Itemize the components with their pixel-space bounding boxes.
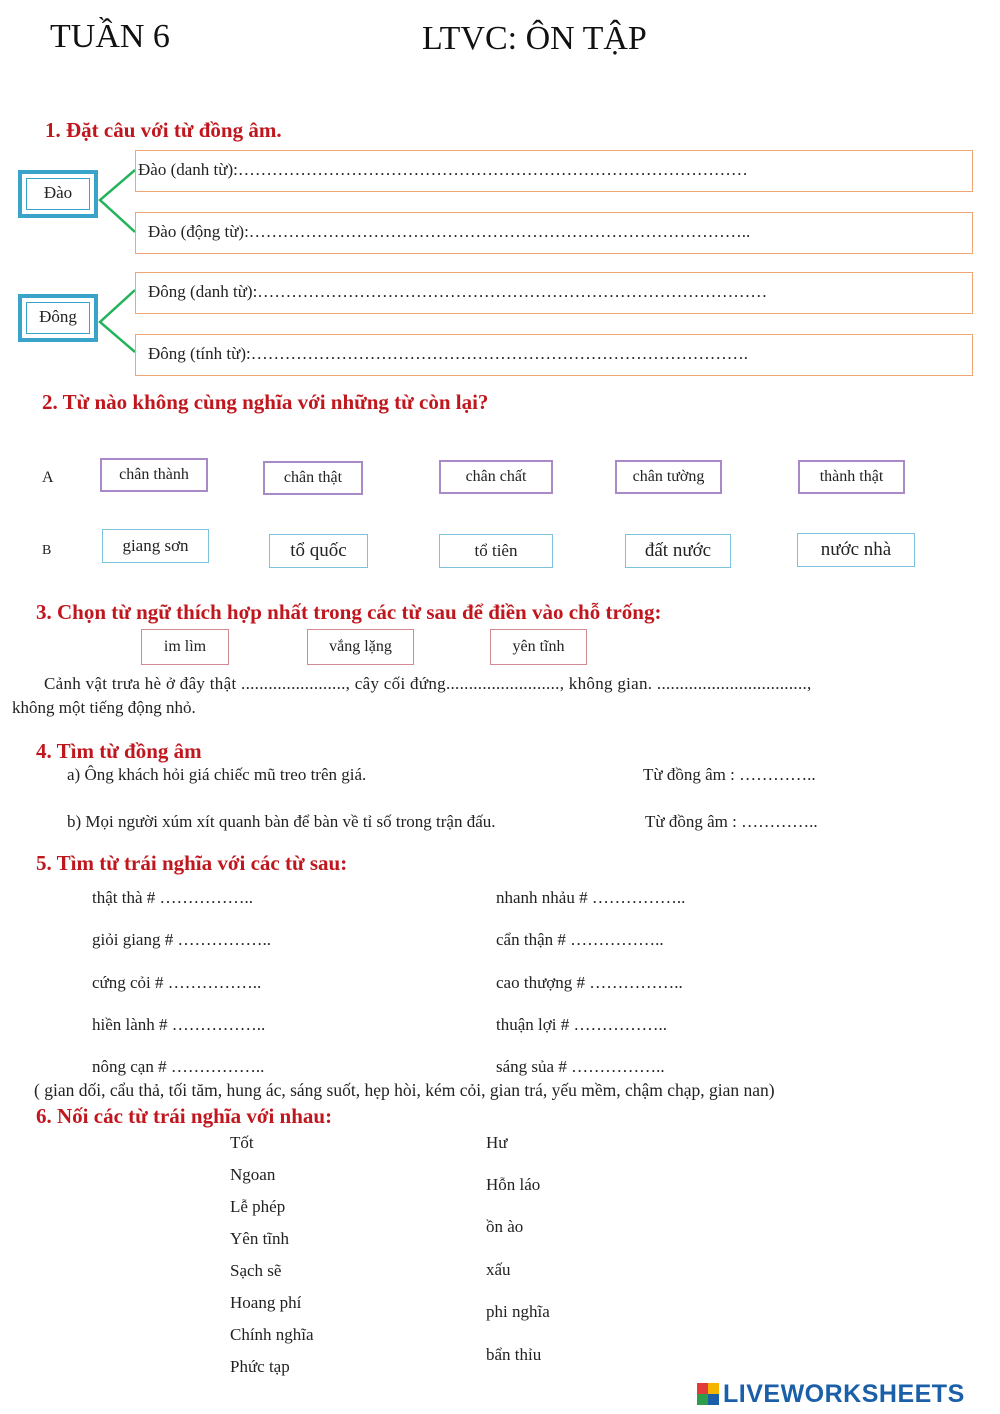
section4-title: 4. Tìm từ đồng âm	[36, 739, 202, 763]
option-a-1[interactable]: chân thành	[100, 458, 208, 492]
match-right-1[interactable]: Hư	[486, 1133, 508, 1152]
choice-2[interactable]: vắng lặng	[307, 629, 414, 665]
connector-dong	[100, 290, 135, 352]
row-b-label: B	[42, 543, 52, 558]
match-right-2[interactable]: Hỗn láo	[486, 1175, 541, 1194]
option-b-3[interactable]: tổ tiên	[439, 534, 553, 568]
section5-title: 5. Tìm từ trái nghĩa với các từ sau:	[36, 851, 348, 875]
match-left-1[interactable]: Tốt	[230, 1133, 254, 1152]
match-left-4[interactable]: Yên tĩnh	[230, 1229, 290, 1248]
word-box-dao	[18, 170, 98, 218]
match-right-4[interactable]: xấu	[486, 1260, 511, 1279]
row-a-label: A	[42, 469, 54, 486]
word-dong: Đông	[39, 307, 77, 326]
section2-title: 2. Từ nào không cùng nghĩa với những từ còn lại?	[42, 390, 489, 414]
match-left-7[interactable]: Chính nghĩa	[230, 1325, 314, 1344]
section5-hint: ( gian dối, cẩu thả, tối tăm, hung ác, sáng suốt, hẹp hòi, kém cỏi, gian trá, yếu mềm, chậm chạp, gian nan)	[34, 1080, 775, 1100]
section4-sentence-b: b) Mọi người xúm xít quanh bàn để bàn về tỉ số trong trận đấu.	[67, 812, 496, 831]
logo-square-4	[708, 1394, 719, 1405]
match-left-2[interactable]: Ngoan	[230, 1165, 276, 1184]
choice-1[interactable]: im lìm	[141, 629, 229, 665]
logo-mark-icon	[697, 1383, 719, 1405]
option-b-1[interactable]: giang sơn	[102, 529, 209, 563]
answer-dong-noun[interactable]	[135, 272, 973, 314]
antonym-right-1[interactable]: nhanh nhảu # ……………..	[496, 888, 686, 907]
answer-dong-adj-text: Đông (tính từ):…………………………………………………………………………….	[148, 344, 748, 363]
option-a-3[interactable]: chân chất	[439, 460, 553, 494]
logo-square-1	[697, 1383, 708, 1394]
answer-dao-noun[interactable]	[135, 150, 973, 192]
page-title: LTVC: ÔN TẬP	[422, 20, 647, 57]
antonym-right-5[interactable]: sáng sủa # ……………..	[496, 1057, 665, 1076]
week-label: TUẦN 6	[50, 18, 170, 55]
answer-dao-verb[interactable]	[135, 212, 973, 254]
match-right-3[interactable]: ồn ào	[486, 1217, 524, 1236]
section3-paragraph-line1: Cảnh vật trưa hè ở đây thật ......................., cây cối đứng........................., không gian. .................................,	[44, 674, 812, 693]
answer-dong-adj[interactable]	[135, 334, 973, 376]
antonym-left-5[interactable]: nông cạn # ……………..	[92, 1057, 265, 1076]
antonym-left-2[interactable]: giỏi giang # ……………..	[92, 930, 271, 949]
match-left-6[interactable]: Hoang phí	[230, 1293, 302, 1312]
antonym-right-3[interactable]: cao thượng # ……………..	[496, 973, 683, 992]
antonym-left-3[interactable]: cứng cỏi # ……………..	[92, 973, 262, 992]
match-left-5[interactable]: Sạch sẽ	[230, 1261, 282, 1280]
antonym-right-2[interactable]: cẩn thận # ……………..	[496, 930, 664, 949]
section4-answer-b[interactable]: Từ đồng âm : …………..	[645, 812, 818, 831]
logo-square-3	[697, 1394, 708, 1405]
match-left-8[interactable]: Phức tạp	[230, 1357, 290, 1376]
section3-paragraph-line2: không một tiếng động nhỏ.	[12, 698, 196, 717]
match-right-6[interactable]: bẩn thỉu	[486, 1345, 542, 1364]
match-right-5[interactable]: phi nghĩa	[486, 1302, 550, 1321]
word-dao: Đào	[43, 183, 73, 202]
connector-dao	[100, 170, 135, 232]
answer-dong-noun-text: Đông (danh từ):………………………………………………………………………………	[148, 282, 768, 301]
option-a-5[interactable]: thành thật	[798, 460, 905, 494]
antonym-left-4[interactable]: hiền lành # ……………..	[92, 1015, 266, 1034]
logo-text: LIVEWORKSHEETS	[723, 1379, 965, 1408]
section4-sentence-a: a) Ông khách hỏi giá chiếc mũ treo trên giá.	[67, 765, 367, 784]
option-a-2[interactable]: chân thật	[263, 461, 363, 495]
liveworksheets-logo[interactable]	[697, 1378, 965, 1410]
antonym-left-1[interactable]: thật thà # ……………..	[92, 888, 254, 907]
option-b-2[interactable]: tổ quốc	[269, 534, 368, 568]
section3-title: 3. Chọn từ ngữ thích hợp nhất trong các từ sau để điền vào chỗ trống:	[36, 600, 662, 624]
section1-title: 1. Đặt câu với từ đồng âm.	[45, 118, 282, 142]
logo-square-2	[708, 1383, 719, 1394]
word-box-dong	[18, 294, 98, 342]
option-b-5[interactable]: nước nhà	[797, 533, 915, 567]
answer-dao-noun-text: Đào (danh từ):………………………………………………………………………………	[138, 160, 748, 179]
option-b-4[interactable]: đất nước	[625, 534, 731, 568]
section6-title: 6. Nối các từ trái nghĩa với nhau:	[36, 1104, 333, 1128]
match-left-3[interactable]: Lễ phép	[230, 1197, 286, 1216]
option-a-4[interactable]: chân tường	[615, 460, 722, 494]
choice-3[interactable]: yên tĩnh	[490, 629, 587, 665]
antonym-right-4[interactable]: thuận lợi # ……………..	[496, 1015, 667, 1034]
section4-answer-a[interactable]: Từ đồng âm : …………..	[643, 765, 816, 784]
answer-dao-verb-text: Đào (động từ):……………………………………………………………………………..	[148, 222, 751, 241]
